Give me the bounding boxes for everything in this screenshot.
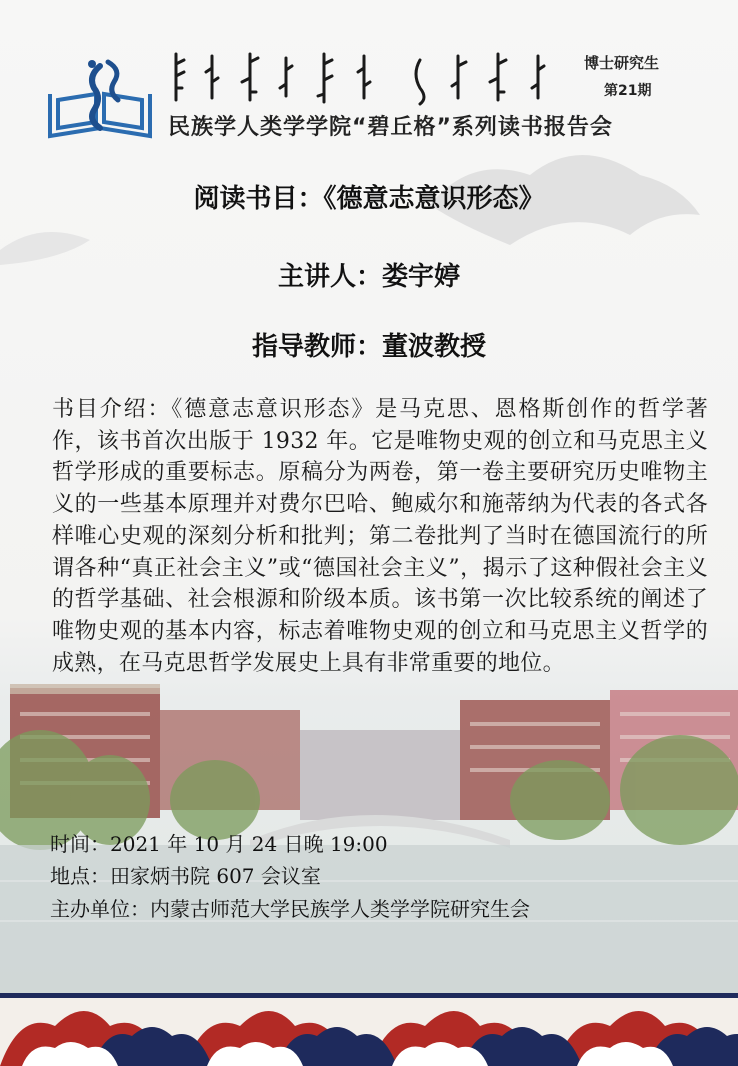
- border-stripe: [0, 993, 738, 998]
- book-introduction: 书目介绍：《德意志意识形态》是马克思、恩格斯创作的哲学著作，该书首次出版于 1932 年。它是唯物史观的创立和马克思主义哲学形成的重要标志。原稿分为两卷，第一卷主要研究历史唯物主义的一些基本原理并对费尔巴哈、鲍威尔和施蒂纳为代表的各式各样唯心史观的深刻分析和批判；第二卷批判了当时在德国流行的所谓各种“真正社会主义”或“德国社会主义”，揭示了这种假社会主义的哲学基础、社会根源和阶级本质。该书第一次比较系统的阐述了唯物史观的基本内容，标志着唯物史观的创立和马克思主义哲学的成熟，在马克思哲学发展史上具有非常重要的地位。: [52, 397, 708, 676]
- series-title: 民族学人类学学院“碧丘格”系列读书报告会: [168, 115, 613, 140]
- event-place: 地点：田家炳书院 607 会议室: [50, 864, 321, 888]
- event-host: 主办单位：内蒙古师范大学民族学人类学学院研究生会: [50, 897, 530, 921]
- cloud-pattern-border: [0, 998, 738, 1066]
- college-logo-icon: [44, 56, 156, 142]
- mongolian-script: [168, 50, 568, 106]
- building-center: [300, 730, 460, 820]
- event-time: 时间：2021 年 10 月 24 日晚 19:00: [50, 832, 388, 856]
- advisor: 指导教师：董波教授: [251, 332, 486, 362]
- speaker: 主讲人：娄宇婷: [277, 262, 460, 292]
- program-label: 博士研究生: [584, 54, 660, 72]
- book-title: 阅读书目：《德意志意识形态》: [193, 184, 545, 214]
- svg-text:ᠦᠨᠳᠦᠰᠦᠲᠡᠨ ᠦ ᠰᠤᠳᠤᠯᠭ᠎ᠠ ᠪᠢᠴᠢᠭ ᠤᠨ: ᠦᠨᠳᠦᠰᠦᠲᠡᠨ ᠦ ᠰᠤᠳᠤᠯᠭ᠎ᠠ ᠪᠢᠴᠢᠭ ᠤᠨ ᠤᠩᠰᠢᠯᠭ᠎ᠠ: [168, 50, 189, 51]
- issue-number: 第21期: [604, 83, 652, 99]
